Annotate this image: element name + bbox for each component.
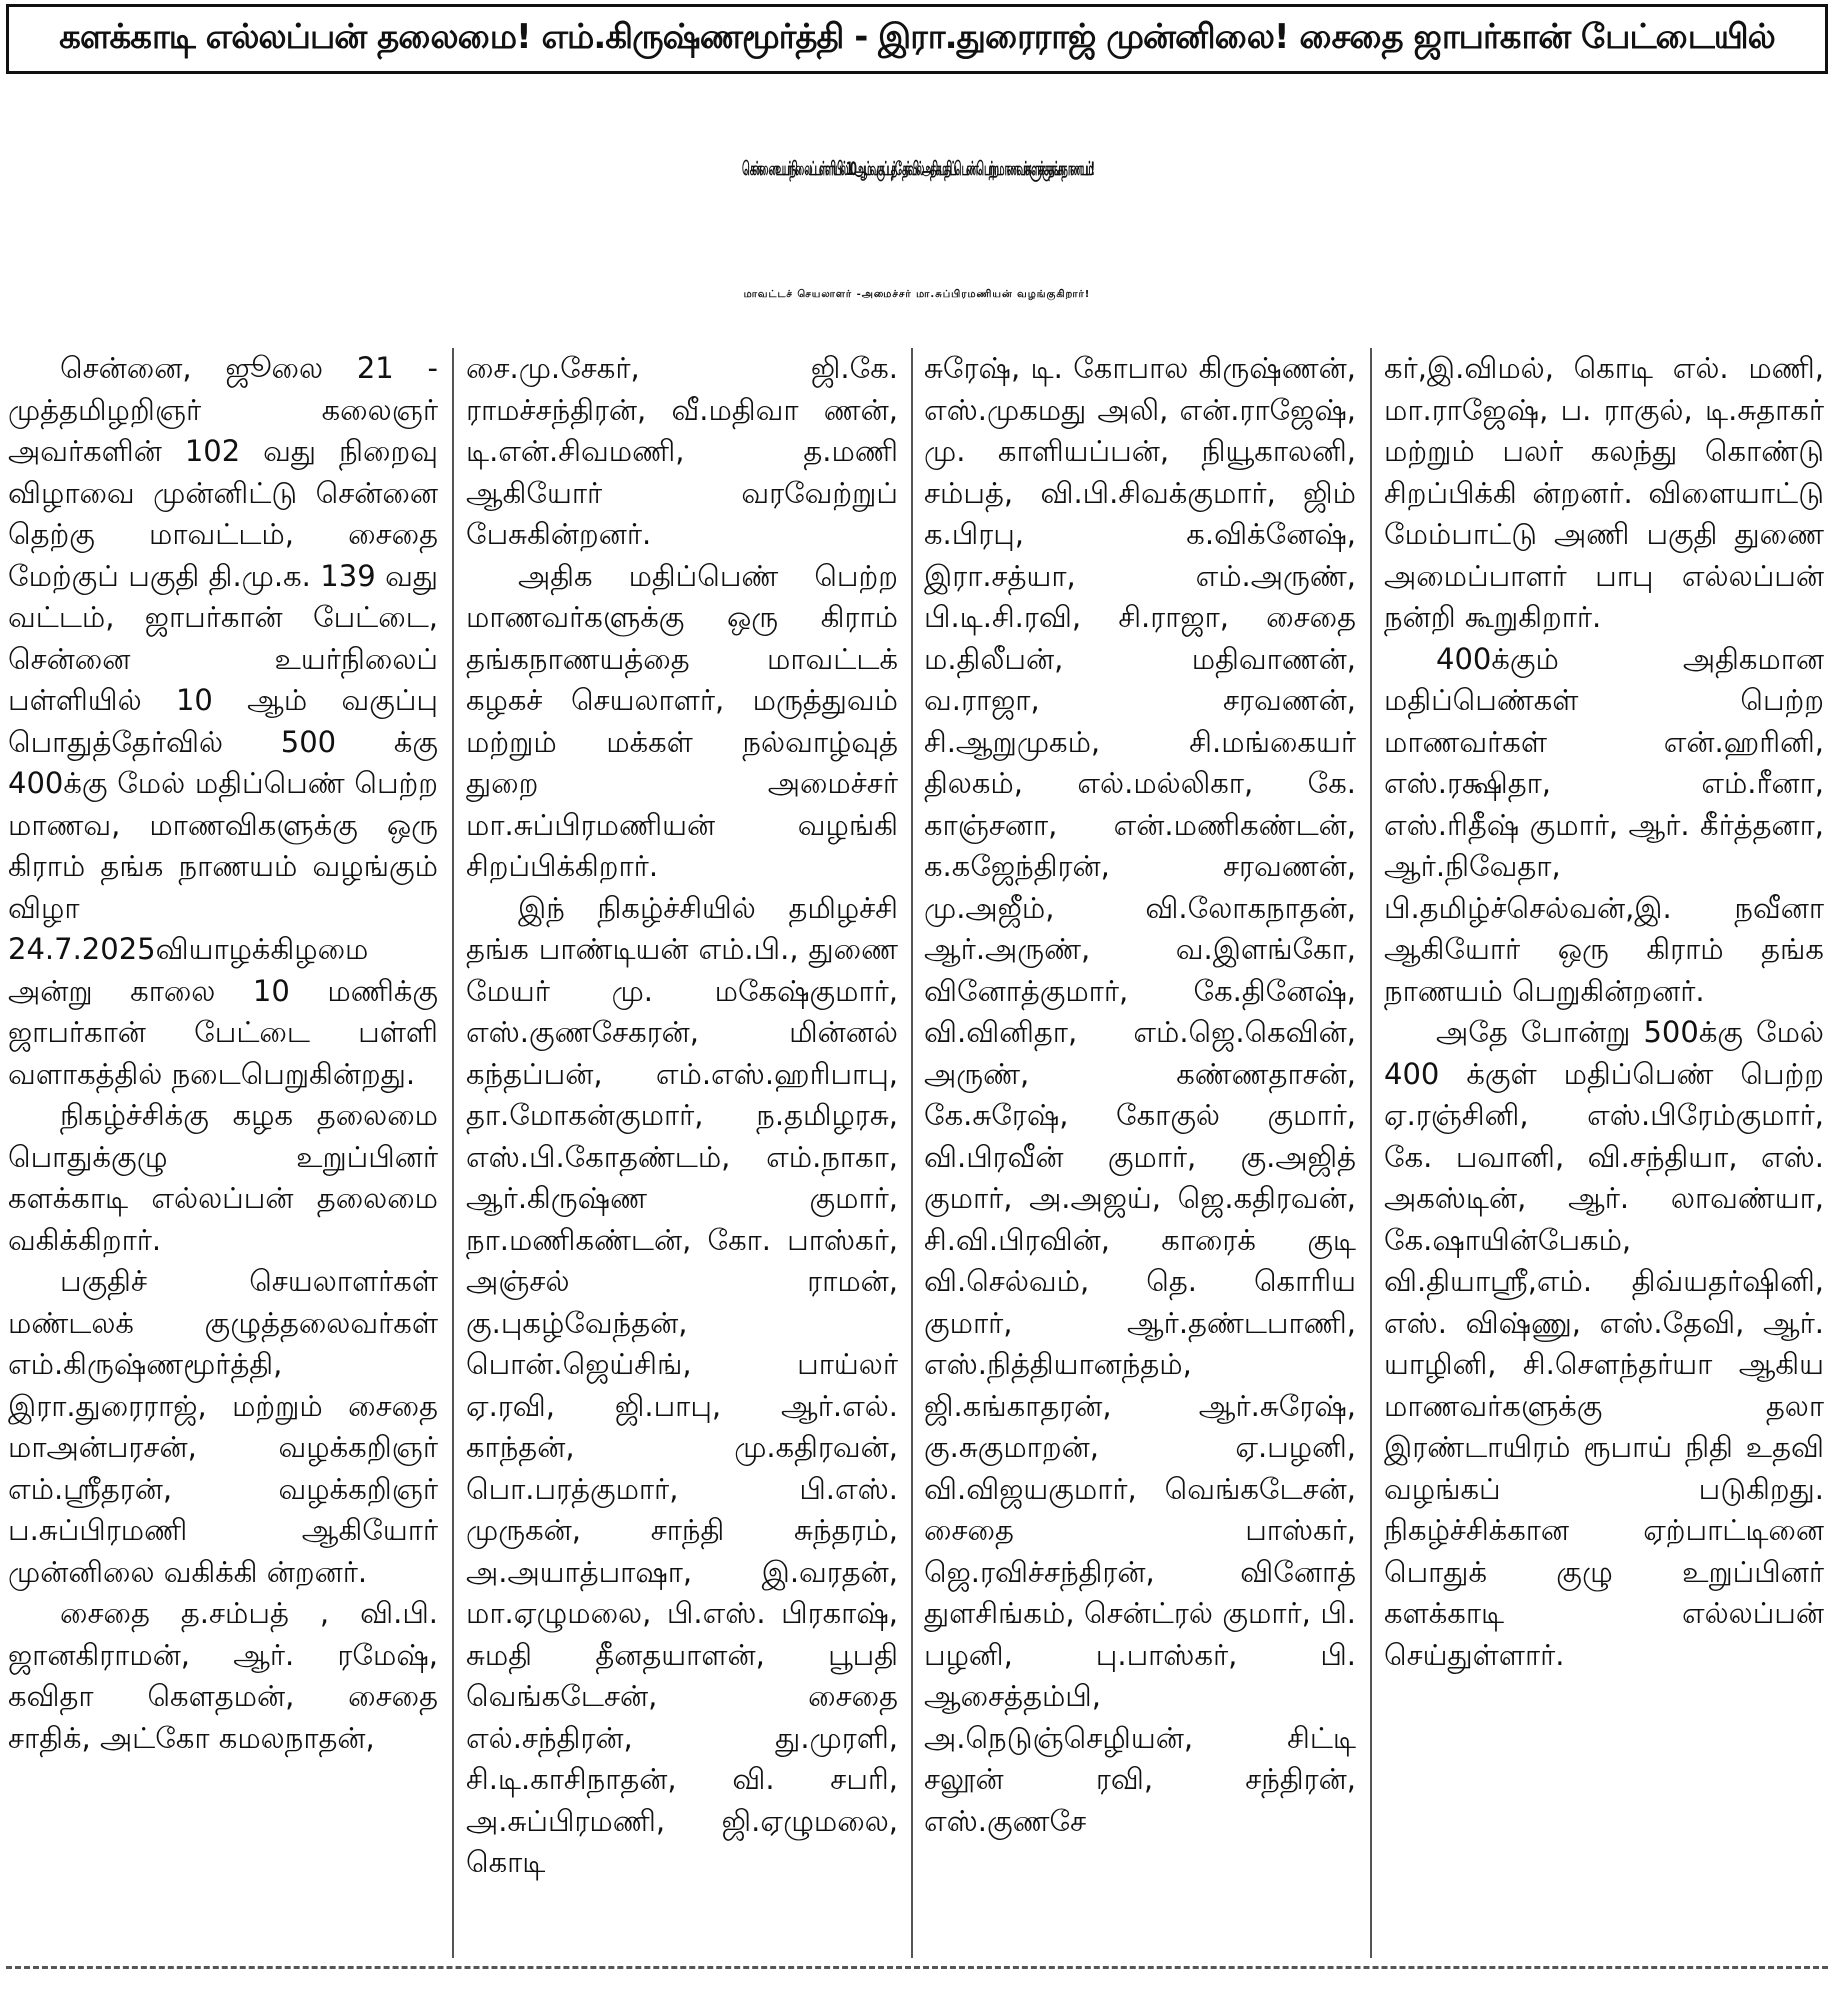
- paragraph: இந் நிகழ்ச்சியில் தமிழச்சி தங்க பாண்டியன் எம்.பி., துணை மேயர் மு. மகேஷ்குமார், எஸ்.குணசேகரன், மின்னல் கந்தப்பன், எம்.எஸ்.ஹரிபாபு, தா.மோகன்குமார், ந.தமிழரசு, எஸ்.பி.கோதண்டம், எம்.நாகா, ஆர்.கிருஷ்ண குமார், நா.மணிகண்டன், கோ. பாஸ்கர், அஞ்சல் ராமன், கு.புகழ்வேந்தன், பொன்.ஜெய்சிங், பாய்லர் ஏ.ரவி, ஜி.பாபு, ஆர்.எல். காந்தன், மு.கதிரவன், பொ.பரத்குமார், பி.எஸ். முருகன், சாந்தி சுந்தரம், அ.அயாத்பாஷா, இ.வரதன், மா.ஏழுமலை, பி.எஸ். பிரகாஷ், சுமதி தீனதயாளன், பூபதி வெங்கடேசன், சைதை எல்.சந்திரன், து.முரளி, சி.டி.காசிநாதன், வி. சபரி, அ.சுப்பிரமணி, ஜி.ஏழுமலை, கொடி: [466, 890, 898, 1879]
- paragraph: நிகழ்ச்சிக்கு கழக தலைமை பொதுக்குழு உறுப்பினர் களக்காடி எல்லப்பன் தலைமை வகிக்கிறார்.: [8, 1098, 438, 1257]
- paragraph: 400க்கும் அதிகமான மதிப்பெண்கள் பெற்ற மாணவர்கள் என்.ஹரினி, எஸ்.ரக்ஷிதா, எம்.ரீனா, எஸ்.ரிதீஷ் குமார், ஆர். கீர்த்தனா, ஆர்.நிவேதா, பி.தமிழ்ச்செல்வன்,இ. நவீனா ஆகியோர் ஒரு கிராம் தங்க நாணயம் பெறுகின்றனர்.: [1384, 641, 1824, 1008]
- article-column-3: [924, 348, 1356, 1958]
- article-column-2: [466, 348, 898, 1958]
- paragraph: அதே போன்று 500க்கு மேல் 400 க்குள் மதிப்பெண் பெற்ற ஏ.ரஞ்சினி, எஸ்.பிரேம்குமார், கே. பவானி, வி.சந்தியா, எஸ். அகஸ்டின், ஆர். லாவண்யா, கே.ஷாயின்பேகம், வி.தியாஸ்ரீ,எம். திவ்யதர்ஷினி, எஸ். விஷ்ணு, எஸ்.தேவி, ஆர். யாழினி, சி.சௌந்தர்யா ஆகிய மாணவர்களுக்கு தலா இரண்டாயிரம் ரூபாய் நிதி உதவி வழங்கப் படுகிறது. நிகழ்ச்சிக்கான ஏற்பாட்டினை பொதுக் குழு உறுப்பினர் களக்காடி எல்லப்பன் செய்துள்ளார்.: [1384, 1015, 1824, 1672]
- article-column-1: [8, 348, 438, 1958]
- cut-line: [6, 1966, 1828, 1969]
- main-headline: சென்னை உயர்நிலைப் பள்ளியில் 10 ஆம் வகுப்புத் தேர்வில் அதிக மதிப்பெண் பெற்ற மாணவர்களுக்கு தங்க நாணயம்!: [741, 159, 1093, 181]
- kicker-headline: களக்காடி எல்லப்பன் தலைமை! எம்.கிருஷ்ணமூர்த்தி - இரா.துரைராஜ் முன்னிலை! சைதை ஜாபர்கான் பேட்டையில்: [6, 4, 1828, 74]
- paragraph: சுரேஷ், டி. கோபால கிருஷ்ணன், எஸ்.முகமது அலி, என்.ராஜேஷ், மு. காளியப்பன், நியூகாலனி, சம்பத், வி.பி.சிவக்குமார், ஜிம் க.பிரபு, க.விக்னேஷ், இரா.சத்யா, எம்.அருண், பி.டி.சி.ரவி, சி.ராஜா, சைதை ம.திலீபன், மதிவாணன், வ.ராஜா, சரவணன், சி.ஆறுமுகம், சி.மங்கையர் திலகம், எல்.மல்லிகா, கே. காஞ்சனா, என்.மணிகண்டன், க.கஜேந்திரன், சரவணன், மு.அஜீம், வி.லோகநாதன், ஆர்.அருண், வ.இளங்கோ, வினோத்குமார், கே.தினேஷ், வி.வினிதா, எம்.ஜெ.கெவின், அருண், கண்ணதாசன், கே.சுரேஷ், கோகுல் குமார், வி.பிரவீன் குமார், கு.அஜித் குமார், அ.அஜய், ஜெ.கதிரவன், சி.வி.பிரவின், காரைக் குடி வி.செல்வம், தெ. கொரிய குமார், ஆர்.தண்டபாணி, எஸ்.நித்தியானந்தம், ஜி.கங்காதரன், ஆர்.சுரேஷ், கு.சுகுமாறன், ஏ.பழனி, வி.விஜயகுமார், வெங்கடேசன், சைதை பாஸ்கர், ஜெ.ரவிச்சந்திரன், வினோத் துளசிங்கம், சென்ட்ரல் குமார், பி. பழனி, பு.பாஸ்கர், பி. ஆசைத்தம்பி, அ.நெடுஞ்செழியன், சிட்டி சலூன் ரவி, சந்திரன், எஸ்.குணசே: [924, 351, 1356, 1838]
- paragraph: சைதை த.சம்பத் , வி.பி. ஜானகிராமன், ஆர். ரமேஷ், கவிதா கௌதமன், சைதை சாதிக், அட்கோ கமலநாதன்,: [8, 1596, 438, 1755]
- sub-headline: மாவட்டச் செயலாளர் -அமைச்சர் மா.சுப்பிரமணியன் வழங்குகிறார்!: [743, 289, 1091, 300]
- column-divider: [911, 348, 913, 1958]
- article-body: [4, 348, 1830, 1958]
- paragraph: அதிக மதிப்பெண் பெற்ற மாணவர்களுக்கு ஒரு கிராம் தங்கநாணயத்தை மாவட்டக் கழகச் செயலாளர், மருத்துவம் மற்றும் மக்கள் நல்வாழ்வுத் துறை அமைச்சர் மா.சுப்பிரமணியன் வழங்கி சிறப்பிக்கிறார்.: [466, 558, 898, 883]
- paragraph: கர்,இ.விமல், கொடி எல். மணி, மா.ராஜேஷ், ப. ராகுல், டி.சுதாகர் மற்றும் பலர் கலந்து கொண்டு சிறப்பிக்கி ன்றனர். விளையாட்டு மேம்பாட்டு அணி பகுதி துணை அமைப்பாளர் பாபு எல்லப்பன் நன்றி கூறுகிறார்.: [1384, 351, 1824, 634]
- paragraph: சை.மு.சேகர், ஜி.கே. ராமச்சந்திரன், வீ.மதிவா ணன், டி.என்.சிவமணி, த.மணி ஆகியோர் வரவேற்றுப் பேசுகின்றனர்.: [466, 351, 898, 551]
- paragraph: பகுதிச் செயலாளர்கள் மண்டலக் குழுத்தலைவர்கள் எம்.கிருஷ்ணமூர்த்தி, இரா.துரைராஜ், மற்றும் சைதை மாஅன்பரசன், வழக்கறிஞர் எம்.ஸ்ரீதரன், வழக்கறிஞர் ப.சுப்பிரமணி ஆகியோர் முன்னிலை வகிக்கி ன்றனர்.: [8, 1264, 438, 1589]
- column-divider: [1370, 348, 1372, 1958]
- paragraph: சென்னை, ஜூலை 21 - முத்தமிழறிஞர் கலைஞர் அவர்களின் 102 வது நிறைவு விழாவை முன்னிட்டு சென்னை தெற்கு மாவட்டம், சைதை மேற்குப் பகுதி தி.மு.க. 139 வது வட்டம், ஜாபர்கான் பேட்டை, சென்னை உயர்நிலைப் பள்ளியில் 10 ஆம் வகுப்பு பொதுத்தேர்வில் 500 க்கு 400க்கு மேல் மதிப்பெண் பெற்ற மாணவ, மாணவிகளுக்கு ஒரு கிராம் தங்க நாணயம் வழங்கும் விழா 24.7.2025வியாழக்கிழமை அன்று காலை 10 மணிக்கு ஜாபர்கான் பேட்டை பள்ளி வளாகத்தில் நடைபெறுகின்றது.: [8, 351, 438, 1091]
- article-column-4: [1384, 348, 1824, 1958]
- column-divider: [452, 348, 454, 1958]
